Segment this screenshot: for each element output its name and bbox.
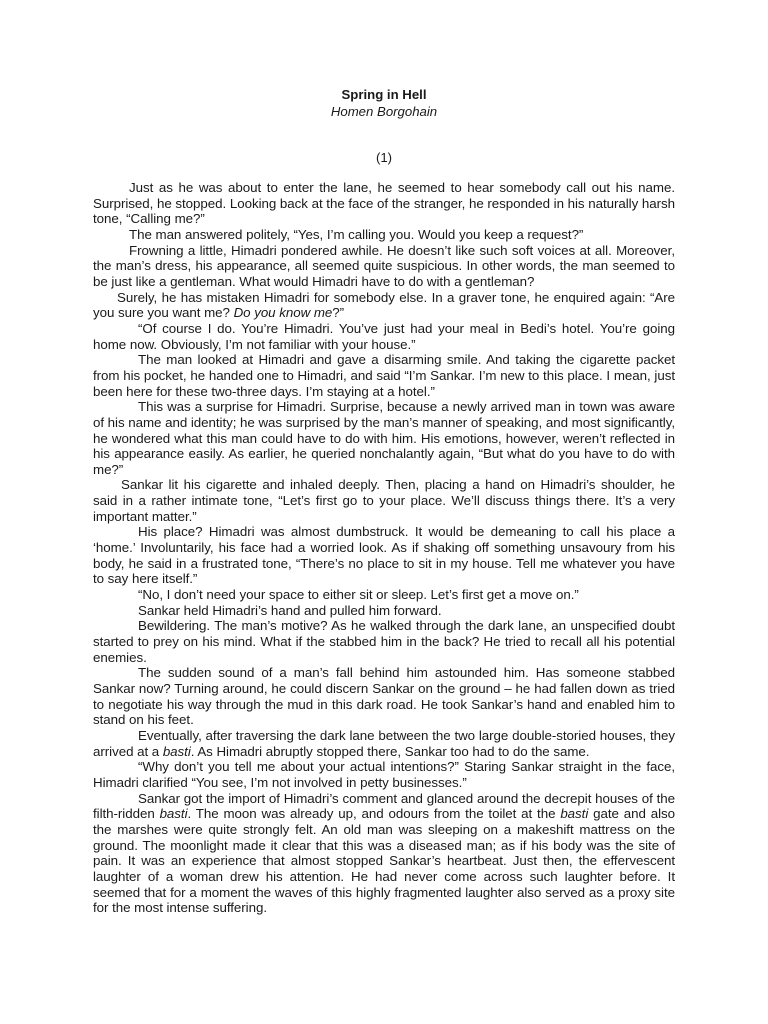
paragraph-text: . As Himadri abruptly stopped there, Sankar too had to do the same. [190, 743, 590, 759]
document-author: Homen Borgohain [330, 104, 438, 119]
paragraph-text: Sankar got the import of Himadri’s comment and glanced around the decrepit houses of the filth-ridden [93, 790, 675, 822]
paragraph-text: ?” [332, 305, 345, 321]
paragraph: Bewildering. The man’s motive? As he walked through the dark lane, an unspecified doubt started to prey on his mind. What if the stabbed him in the back? He tried to recall all his potential enemies. [93, 618, 675, 665]
paragraph: His place? Himadri was almost dumbstruck. It would be demeaning to call his place a ‘home.’ Involuntarily, his face had a worried look. As if shaking off something unsavoury from his body, he said in a frustrated tone, “There’s no place to sit in my house. Tell me whatever you have to say here itself.” [93, 524, 675, 587]
italic-text: basti [162, 743, 191, 759]
paragraph-text: . The moon was already up, and odours from the toilet at the [187, 806, 561, 822]
paragraph: “Of course I do. You’re Himadri. You’ve just had your meal in Bedi’s hotel. You’re going home now. Obviously, I’m not familiar with your house.” [93, 320, 675, 352]
italic-text: basti [159, 806, 188, 822]
paragraph [93, 728, 675, 759]
paragraph: The man answered politely, “Yes, I’m calling you. Would you keep a request?” [129, 226, 584, 242]
paragraph: Just as he was about to enter the lane, he seemed to hear somebody call out his name. Surprised, he stopped. Looking back at the face of the stranger, he responded in his naturally harsh tone, “Calling me?” [93, 180, 675, 227]
document-title: Spring in Hell [341, 87, 427, 102]
paragraph: The man looked at Himadri and gave a disarming smile. And taking the cigarette packet from his pocket, he handed one to Himadri, and said “I’m Sankar. I’m new to this place. I mean, just been here for these two-three days. I’m staying at a hotel.” [93, 352, 675, 399]
italic-text: Do you know me [233, 305, 333, 321]
paragraph [93, 791, 675, 916]
section-number: (1) [375, 150, 393, 165]
paragraph: “Why don’t you tell me about your actual intentions?” Staring Sankar straight in the face, Himadri clarified “You see, I’m not involved in petty businesses.” [93, 759, 675, 790]
paragraph: Sankar held Himadri’s hand and pulled him forward. [138, 602, 442, 618]
paragraph-text: Surely, he has mistaken Himadri for somebody else. In a graver tone, he enquired again: “Are you sure you want me? [93, 289, 675, 321]
paragraph: Sankar lit his cigarette and inhaled deeply. Then, placing a hand on Himadri’s shoulder, he said in a rather intimate tone, “Let’s first go to your place. We’ll discuss things there. It’s a very important matter.” [93, 477, 675, 524]
document-body [93, 180, 675, 916]
paragraph: Frowning a little, Himadri pondered awhile. He doesn’t like such soft voices at all. Moreover, the man’s dress, his appearance, all seemed quite suspicious. In other words, the man seemed to be just like a gentleman. What would Himadri have to do with a gentleman? [93, 242, 675, 289]
paragraph-text: Eventually, after traversing the dark lane between the two large double-storied houses, they arrived at a [93, 727, 675, 759]
paragraph: “No, I don’t need your space to either sit or sleep. Let’s first get a move on.” [138, 587, 579, 603]
paragraph [93, 290, 675, 321]
paragraph: This was a surprise for Himadri. Surprise, because a newly arrived man in town was aware of his name and identity; he was surprised by the man’s manner of speaking, and most significantly, he wondered what this man could have to do with him. His emotions, however, weren’t reflected in his appearance easily. As earlier, he queried nonchalantly again, “But what do you have to do with me?” [93, 399, 675, 477]
paragraph-text: gate and also the marshes were quite strongly felt. An old man was sleeping on a makeshift mattress on the ground. The moonlight made it clear that this was a diseased man; as if his body was the site of pain. It was an experience that almost stopped Sankar’s heartbeat. Just then, the effervescent laughter of a woman drew his attention. He had never come across such laughter before. It seemed that for a moment the waves of this highly fragmented laughter also served as a proxy site for the most intense suffering. [93, 806, 675, 916]
paragraph: The sudden sound of a man’s fall behind him astounded him. Has someone stabbed Sankar now? Turning around, he could discern Sankar on the ground – he had fallen down as tried to negotiate his way through the mud in this dark road. He took Sankar’s hand and enabled him to stand on his feet. [93, 665, 675, 728]
italic-text: basti [560, 806, 589, 822]
